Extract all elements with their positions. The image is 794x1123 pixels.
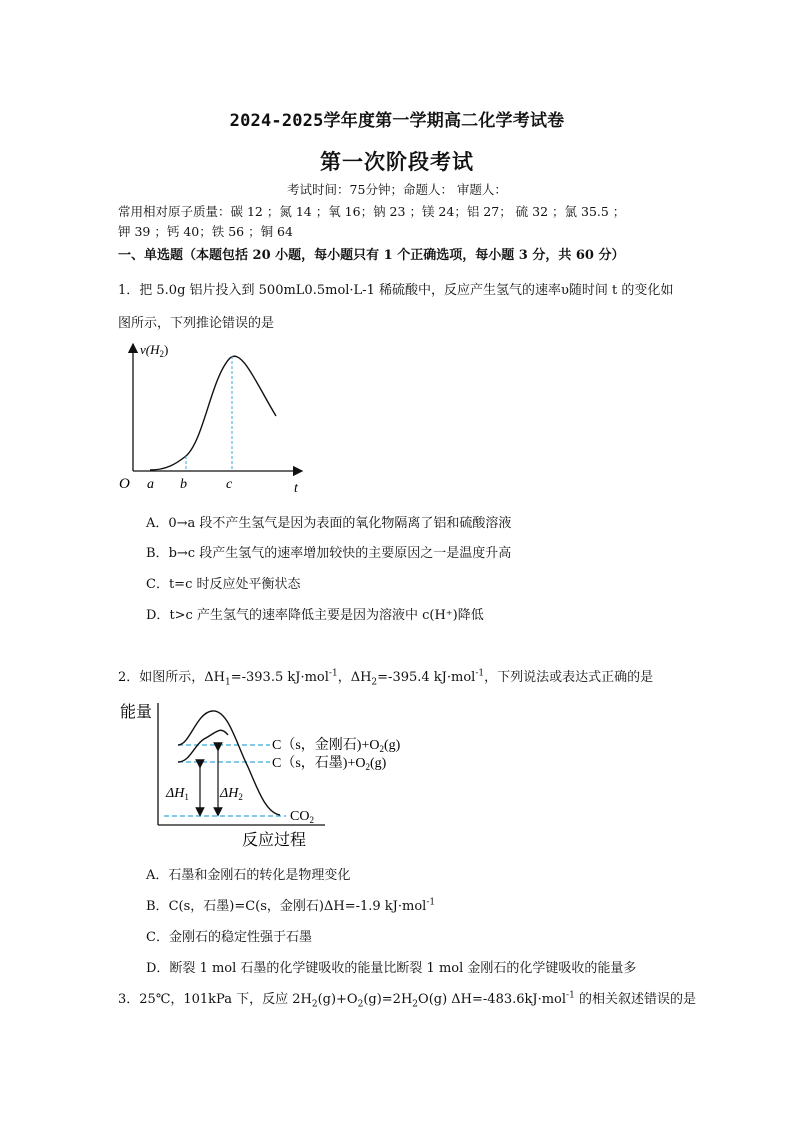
q1-x-label: t — [294, 481, 298, 496]
q1-tick-c: c — [226, 477, 233, 492]
section-title: 一、单选题（本题包括 20 小题，每小题只有 1 个正确选项，每小题 3 分，共 60 分） — [118, 248, 625, 263]
q1-rate-time-figure — [116, 338, 316, 498]
q1-option-a[interactable]: A．0→a 段不产生氢气是因为表面的氧化物隔离了铝和硫酸溶液 — [146, 516, 512, 531]
q2-graphite-label: C（s，石墨)$+O_2(g)$ — [272, 756, 387, 772]
q2-energy-diagram — [120, 695, 420, 855]
q2-option-a[interactable]: A．石墨和金刚石的转化是物理变化 — [146, 868, 351, 883]
q2-co2-label: $CO_2$ — [290, 809, 314, 825]
q1-y-label: $v(H_2)$ — [140, 342, 169, 359]
exam-title: 2024-2025学年度第一学期高二化学考试卷 — [229, 111, 565, 131]
q2-x-label: 反应过程 — [242, 832, 307, 849]
q1-origin-label: O — [119, 476, 130, 492]
q1-rate-curve — [150, 356, 276, 470]
q1-tick-b: b — [180, 477, 187, 492]
q1-stem-line1: 1．把 5.0g 铝片投入到 500mL0.5mol·L-1 稀硫酸中，反应产生氢气的速率υ随时间 t 的变化如 — [118, 283, 674, 298]
q1-option-d[interactable]: D．t>c 产生氢气的速率降低主要是因为溶液中 c(H⁺)降低 — [146, 608, 484, 623]
q2-stem: 2．如图所示，$\Delta H_1=-393.5$ kJ·mol$^{-1}$，$\Delta H_2=-395.4$ kJ·mol$^{-1}$，下列说法或表达式正确的是 — [118, 668, 654, 688]
q2-dh1-label: $\Delta H_1$ — [166, 786, 189, 802]
exam-info: 考试时间：75分钟；命题人： 审题人： — [287, 182, 507, 197]
q2-option-b[interactable]: B．C(s，石墨)=C(s，金刚石)ΔH=-1.9 kJ·mol$^{-1}$ — [146, 897, 436, 914]
q1-stem-line2: 图所示，下列推论错误的是 — [118, 316, 275, 331]
q2-option-c[interactable]: C．金刚石的稳定性强于石墨 — [146, 930, 312, 945]
q2-dh2-label: $\Delta H_2$ — [220, 786, 243, 802]
atomic-masses-line1: 常用相对原子质量：碳 12 ；氮 14 ；氧 16；钠 23 ；镁 24；铝 27； 硫 32 ；氯 35.5 ； — [118, 204, 626, 219]
q2-diamond-label: C（s，金刚石)$+O_2(g)$ — [272, 738, 401, 754]
q1-option-b[interactable]: B．b→c 段产生氢气的速率增加较快的主要原因之一是温度升高 — [146, 546, 512, 561]
q1-option-c[interactable]: C．t=c 时反应处平衡状态 — [146, 577, 301, 592]
q2-y-label: 能量 — [120, 704, 153, 721]
q2-option-d[interactable]: D．断裂 1 mol 石墨的化学键吸收的能量比断裂 1 mol 金刚石的化学键吸收的能量多 — [146, 961, 637, 976]
q2-graphite-curve — [178, 730, 228, 762]
q1-tick-a: a — [147, 477, 154, 492]
atomic-masses-line2: 钾 39 ；钙 40；铁 56 ；铜 64 — [118, 224, 293, 239]
q3-stem: 3．25℃，101kPa 下，反应 $2H_2(g)+O_2(g)=2H_2O(g)$ ΔH=-483.6kJ·mol$^{-1}$ 的相关叙述错误的是 — [118, 990, 696, 1010]
exam-subtitle: 第一次阶段考试 — [320, 149, 474, 174]
